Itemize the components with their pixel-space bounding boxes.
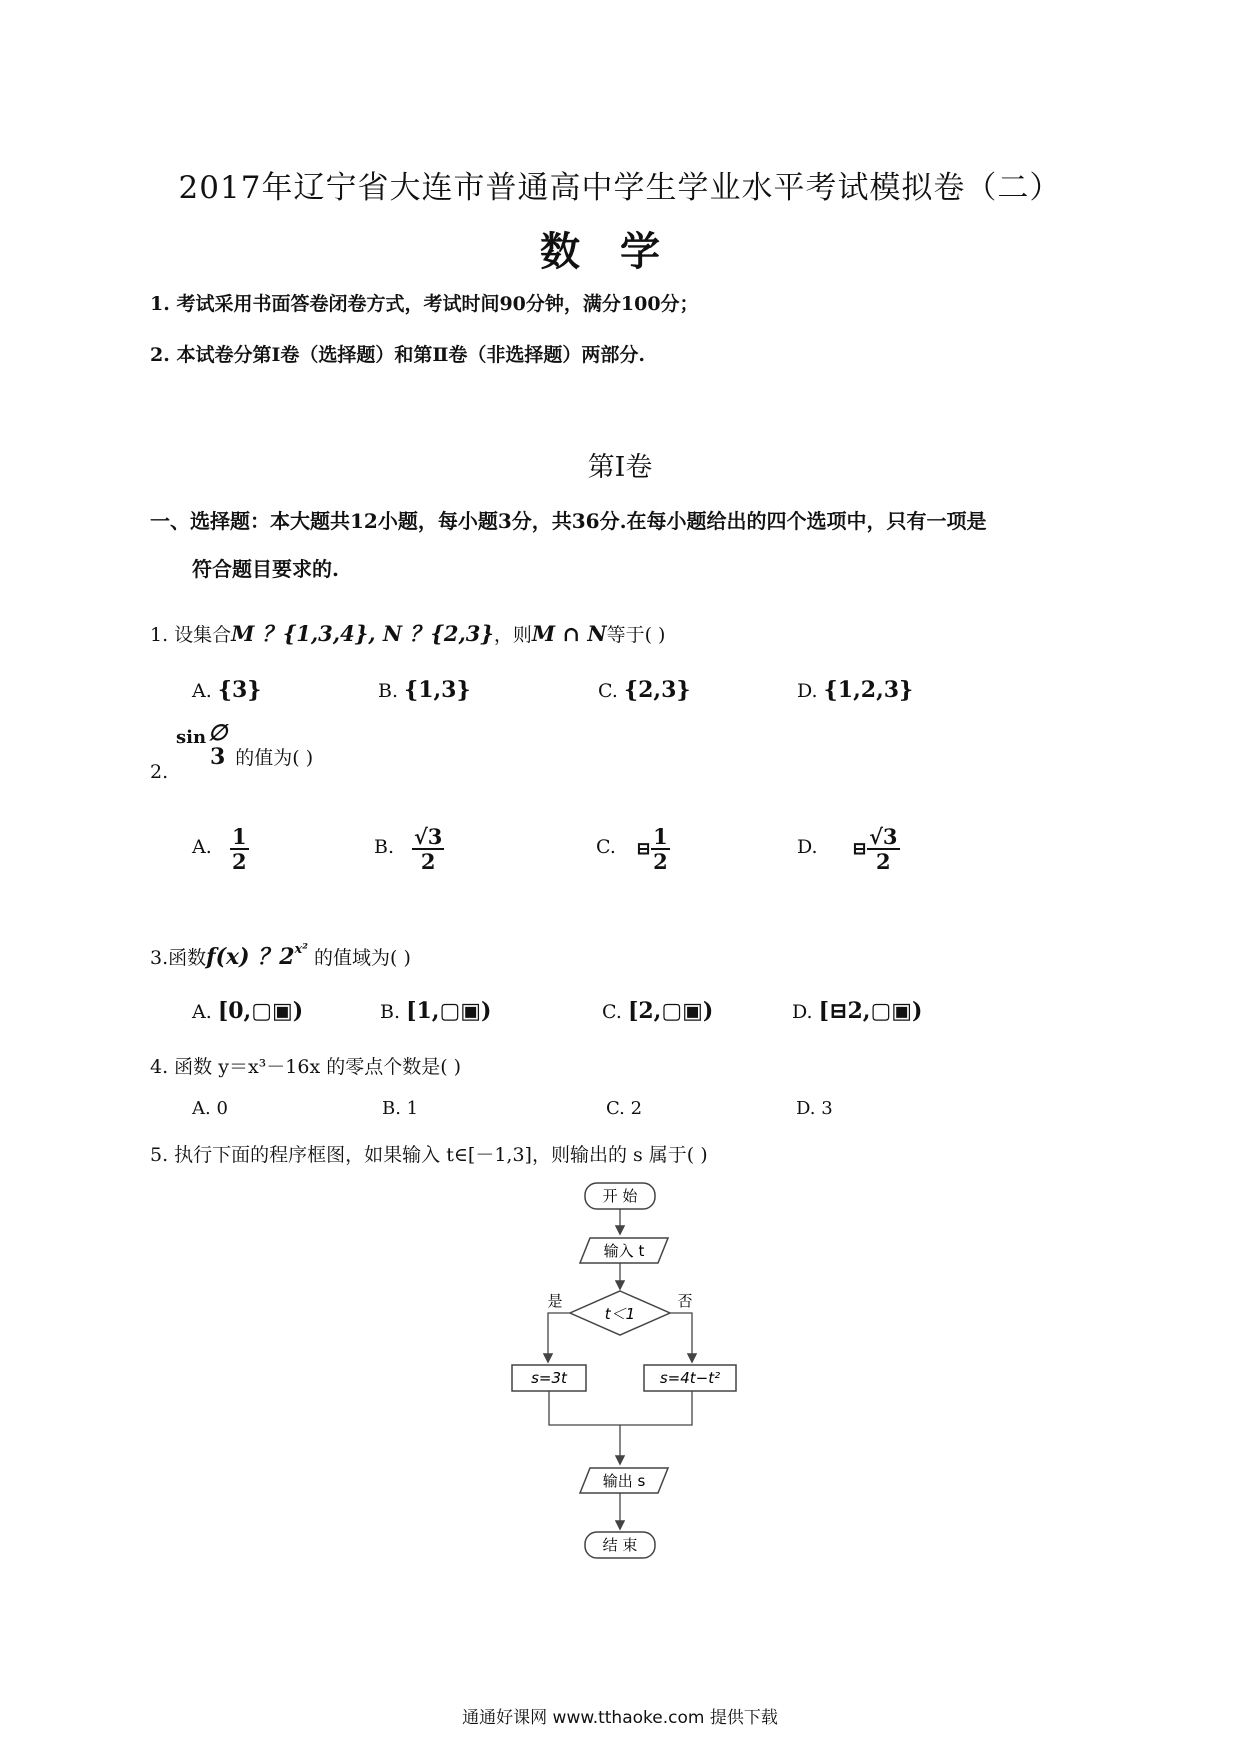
option-label: B. bbox=[374, 836, 395, 858]
q4-option-b: B. 1 bbox=[382, 1098, 419, 1119]
q1-prefix: 1. 设集合 bbox=[150, 624, 232, 646]
flow-yes-label: 是 bbox=[547, 1292, 563, 1310]
fraction-denominator: 2 bbox=[232, 849, 247, 875]
q4-option-d: D. 3 bbox=[796, 1098, 833, 1119]
q4-option-a: A. 0 bbox=[192, 1098, 228, 1119]
q2-option-c-value bbox=[636, 825, 670, 873]
q4-option-c: C. 2 bbox=[606, 1098, 643, 1119]
fraction bbox=[230, 825, 249, 873]
option-label: C. bbox=[596, 836, 616, 858]
flow-right-label: s=4t−t² bbox=[659, 1369, 721, 1387]
option-label: D. bbox=[797, 836, 818, 858]
q3-exponent: x² bbox=[294, 941, 308, 957]
q2-suffix: 的值为( ) bbox=[235, 747, 314, 770]
q3-option-b bbox=[380, 998, 491, 1024]
q2-option-d bbox=[797, 836, 818, 858]
flow-no-branch bbox=[670, 1313, 692, 1361]
option-label: A. bbox=[192, 680, 212, 702]
flow-output-label: 输出 s bbox=[602, 1472, 646, 1490]
q1-sets: M ？{1,3,4}, N ？{2,3} bbox=[231, 621, 494, 646]
flow-no-label: 否 bbox=[677, 1292, 693, 1310]
flow-yes-branch bbox=[548, 1313, 570, 1361]
q2-sin: sin bbox=[176, 726, 207, 748]
fraction-numerator: 1 bbox=[653, 824, 668, 849]
flow-condition-label: t＜1 bbox=[604, 1305, 636, 1323]
option-value: {2,3} bbox=[623, 677, 691, 703]
option-value: [2,▢▣) bbox=[627, 998, 714, 1024]
q2-number: 2. bbox=[150, 761, 169, 784]
flow-merge-line bbox=[549, 1391, 692, 1425]
note-1: 1. 考试采用书面答卷闭卷方式，考试时间90分钟，满分100分； bbox=[150, 293, 699, 315]
exam-title: 2017年辽宁省大连市普通高中学生学业水平考试模拟卷（二） bbox=[178, 170, 1062, 206]
q1-suffix: 等于( ) bbox=[606, 624, 666, 646]
option-label: B. bbox=[378, 680, 399, 702]
option-value: [⊟2,▢▣) bbox=[818, 998, 923, 1024]
option-value: {3} bbox=[217, 677, 262, 703]
subject-title: 数学 bbox=[540, 228, 700, 275]
q3-suffix: 的值域为( ) bbox=[314, 947, 411, 969]
fraction-numerator: √3 bbox=[414, 824, 443, 849]
question-3 bbox=[150, 940, 411, 971]
q3-expr: f(x) ？2 bbox=[206, 944, 295, 970]
note-2: 2. 本试卷分第Ⅰ卷（选择题）和第Ⅱ卷（非选择题）两部分. bbox=[150, 344, 645, 366]
option-value: [1,▢▣) bbox=[406, 998, 492, 1024]
q1-expr: M ∩ N bbox=[531, 621, 607, 646]
q1-middle: ，则 bbox=[493, 624, 532, 646]
option-value: [0,▢▣) bbox=[217, 998, 304, 1024]
q2-option-a bbox=[192, 836, 212, 858]
fraction bbox=[412, 825, 444, 873]
option-label: D. bbox=[792, 1001, 813, 1023]
q3-prefix: 3.函数 bbox=[150, 947, 207, 969]
fraction bbox=[651, 825, 670, 873]
option-label: C. bbox=[598, 680, 618, 702]
fraction-numerator: √3 bbox=[869, 824, 898, 849]
part-one-heading-cont: 符合题目要求的. bbox=[192, 557, 339, 581]
q1-option-a bbox=[192, 677, 261, 703]
option-label: C. bbox=[602, 1001, 622, 1023]
page-footer: 通通好课网 www.tthaoke.com 提供下载 bbox=[462, 1708, 778, 1728]
section-title: 第Ⅰ卷 bbox=[587, 452, 653, 483]
minus-sign: ⊟ bbox=[636, 838, 652, 860]
q3-option-c bbox=[602, 998, 713, 1024]
question-5: 5. 执行下面的程序框图，如果输入 t∈[－1,3]，则输出的 s 属于( ) bbox=[150, 1144, 708, 1166]
q2-fraction bbox=[206, 721, 229, 769]
question-4: 4. 函数 y＝x³－16x 的零点个数是( ) bbox=[150, 1056, 462, 1078]
q2-option-d-value bbox=[852, 825, 900, 873]
q3-option-a bbox=[192, 998, 303, 1024]
q2-option-a-value bbox=[230, 825, 249, 873]
q2-option-b bbox=[374, 836, 394, 858]
fraction-denominator: 2 bbox=[875, 849, 891, 875]
fraction bbox=[867, 825, 899, 873]
flow-end-label: 结 束 bbox=[602, 1536, 638, 1554]
option-value: {1,3} bbox=[404, 677, 471, 703]
flow-left-label: s=3t bbox=[531, 1369, 567, 1387]
fraction-denominator: 2 bbox=[420, 849, 436, 875]
q1-option-d bbox=[797, 677, 913, 703]
option-label: B. bbox=[380, 1001, 401, 1023]
fraction-numerator: 1 bbox=[232, 824, 247, 849]
program-flowchart bbox=[510, 1178, 740, 1578]
q2-option-b-value bbox=[412, 825, 444, 873]
flow-input-label: 输入 t bbox=[603, 1242, 645, 1260]
minus-sign: ⊟ bbox=[852, 838, 868, 860]
option-label: A. bbox=[192, 1001, 212, 1023]
part-one-heading: 一、选择题：本大题共12小题，每小题3分，共36分.在每小题给出的四个选项中，只有一项是 bbox=[150, 509, 987, 533]
option-label: D. bbox=[797, 680, 818, 702]
question-1 bbox=[150, 618, 665, 648]
fraction-denominator: 3 bbox=[209, 744, 226, 771]
option-label: A. bbox=[192, 836, 212, 858]
fraction-denominator: 2 bbox=[653, 849, 668, 875]
q3-option-d bbox=[792, 998, 922, 1024]
question-2 bbox=[150, 720, 314, 784]
q2-option-c bbox=[596, 836, 616, 858]
option-value: {1,2,3} bbox=[823, 677, 914, 703]
fraction-numerator: ∅ bbox=[208, 720, 228, 746]
q1-option-b bbox=[378, 677, 471, 703]
flow-start-label: 开 始 bbox=[602, 1187, 638, 1205]
q1-option-c bbox=[598, 677, 691, 703]
